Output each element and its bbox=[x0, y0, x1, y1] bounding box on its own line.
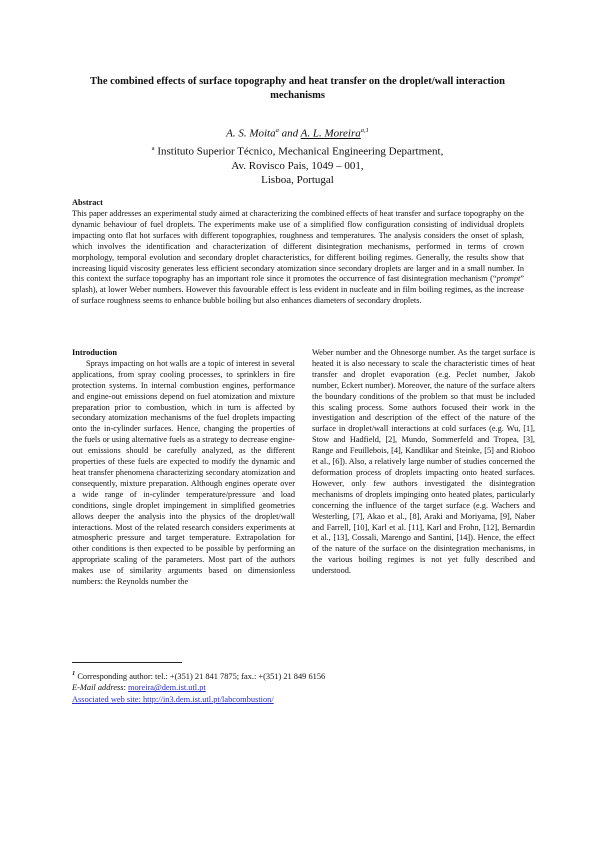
intro-heading: Introduction bbox=[72, 348, 118, 357]
author-2: A. L. Moreira bbox=[300, 127, 361, 140]
footnote-rule bbox=[72, 662, 182, 663]
affil-line-1: Instituto Superior Técnico, Mechanical Engineering Department, bbox=[157, 145, 444, 158]
affil-line-3: Lisboa, Portugal bbox=[261, 173, 334, 186]
author-line bbox=[70, 124, 525, 141]
author-and: and bbox=[278, 127, 301, 140]
author-1-affil-mark: a bbox=[275, 127, 279, 134]
intro-paragraph-right: Weber number and the Ohnesorge number. As the target surface is heated it is also necessary to scale the characteristic times of heat transfer and droplet evaporation (e.g. Peclet number, Jakob number, Eckert number). Moreover, the nature of the surface alters the boundary conditions of the problem so that must be included this scaling process. Some authors focused their work in the investigation and description of the effect of the nature of the surface in droplet/wall interactions at cold surfaces (e.g. Wu, [1], Stow and Hadfield, [2], Mundo, Sommerfeld and Tropea, [3], Range and Feuillebois, [4], Kandlikar and Steinke, [5] and Rioboo et al., [6]). Also, a relatively large number of studies concerned the deformation process of droplets impacting onto heated surfaces. However, only few authors investigated the disintegration mechanisms of droplets impinging onto heated plates, particularly concerning the influence of the target surface (e.g. Wachers and Westerling, [7], Akao et al., [8], Araki and Moriyama, [9], Naber and Farrell, [10], Karl et al. [11], Karl and Frohn, [12], Bernardin et al., [13], Cossali, Marengo and Santini, [14]). Hence, the effect of the nature of the surface on the disintegration mechanisms, in the various boiling regimes is not yet fully described and understood. bbox=[312, 348, 535, 576]
footnote-mark: 1 bbox=[72, 670, 76, 677]
affil-mark: a bbox=[151, 145, 155, 152]
abstract-prompt: prompt bbox=[496, 274, 521, 284]
affil-line-2: Av. Rovisco Pais, 1049 – 001, bbox=[231, 159, 364, 172]
author-2-affil-mark: a,1 bbox=[360, 127, 369, 134]
abstract-body bbox=[72, 209, 524, 307]
footnote-email-label: E-Mail address bbox=[72, 683, 124, 693]
affiliation bbox=[100, 142, 495, 187]
footnotes: $^1$ Corresponding author: tel.: +(351) 21 841 7875; fax.: +(351) 21 849 6156 E-Mail address: moreira@dem.ist.utl.pt Associated web site: http://in3.dem.ist.utl.pt/labcombustion/ bbox=[72, 668, 524, 706]
intro-paragraph-left: Sprays impacting on hot walls are a topic of interest in several applications, from spray cooling processes, to sprinklers in fire protection systems. In internal combustion engines, performance and engine-out emissions depend on fuel atomization and mixture preparation prior to combustion, which in turn is affected by secondary atomization mechanisms of the fuel droplets impacting onto the in-cylinder surfaces. Hence, changing the properties of the fuels or using alternative fuels as a strategy to decrease engine-out emissions should be carefully analyzed, as the different properties of these fuels are expected to modify the dynamic and heat transfer phenomena characterizing secondary atomization and consequently, mixture preparation. Although engines operate over a wide range of in-cylinder temperature/pressure and load conditions, single droplet impingement in simplified geometries allows deeper the analysis into the physics of the droplet/wall interactions. Most of the related research considers experiments at atmospheric pressure and target temperature. Extrapolation for other conditions is then expected to be possible by performing an appropriate scaling of the parameters. Most part of the authors makes use of similarity arguments based on dimensionless numbers: the Reynolds number the bbox=[72, 358, 295, 587]
abstract-heading: Abstract bbox=[72, 198, 103, 207]
right-column bbox=[312, 348, 535, 577]
left-column bbox=[72, 348, 295, 588]
abstract-text-2: ” splash), at lower Weber numbers. However this favourable effect is less evident in nucleate and in film boiling regimes, as the increase of surface roughness seems to enhance bubble boiling but also enhances diameters of secondary droplets. bbox=[72, 274, 524, 306]
email-link[interactable]: moreira@dem.ist.utl.pt bbox=[127, 683, 206, 693]
footnote-corresponding: Corresponding author: tel.: +(351) 21 841 7875; fax.: +(351) 21 849 6156 bbox=[75, 671, 326, 681]
paper-title: The combined effects of surface topography and heat transfer on the droplet/wall interaction mechanisms bbox=[90, 76, 505, 101]
website-link[interactable]: Associated web site: http://in3.dem.ist.utl.pt/labcombustion/ bbox=[72, 694, 274, 704]
author-1: A. S. Moita bbox=[226, 127, 276, 140]
abstract-text-1: This paper addresses an experimental study aimed at characterizing the combined effects of heat transfer and surface topography on the dynamic behaviour of fuel droplets. The experiments make use of a simplified flow configuration consisting of individual droplets impacting onto flat hot surfaces with different topographies, roughness and temperatures. The analysis considers the onset of splash, which involves the identification and characterization of different disintegration mechanisms, performed in terms of crown morphology, temporal evolution and secondary droplet characteristics, for different boiling regimes. Generally, the results show that increasing liquid viscosity generates less efficient secondary atomization since secondary droplets are larger and in a small number. In this context the surface topography has an important role since it promotes the occurrence of fast disintegration mechanism (“ bbox=[72, 209, 524, 284]
